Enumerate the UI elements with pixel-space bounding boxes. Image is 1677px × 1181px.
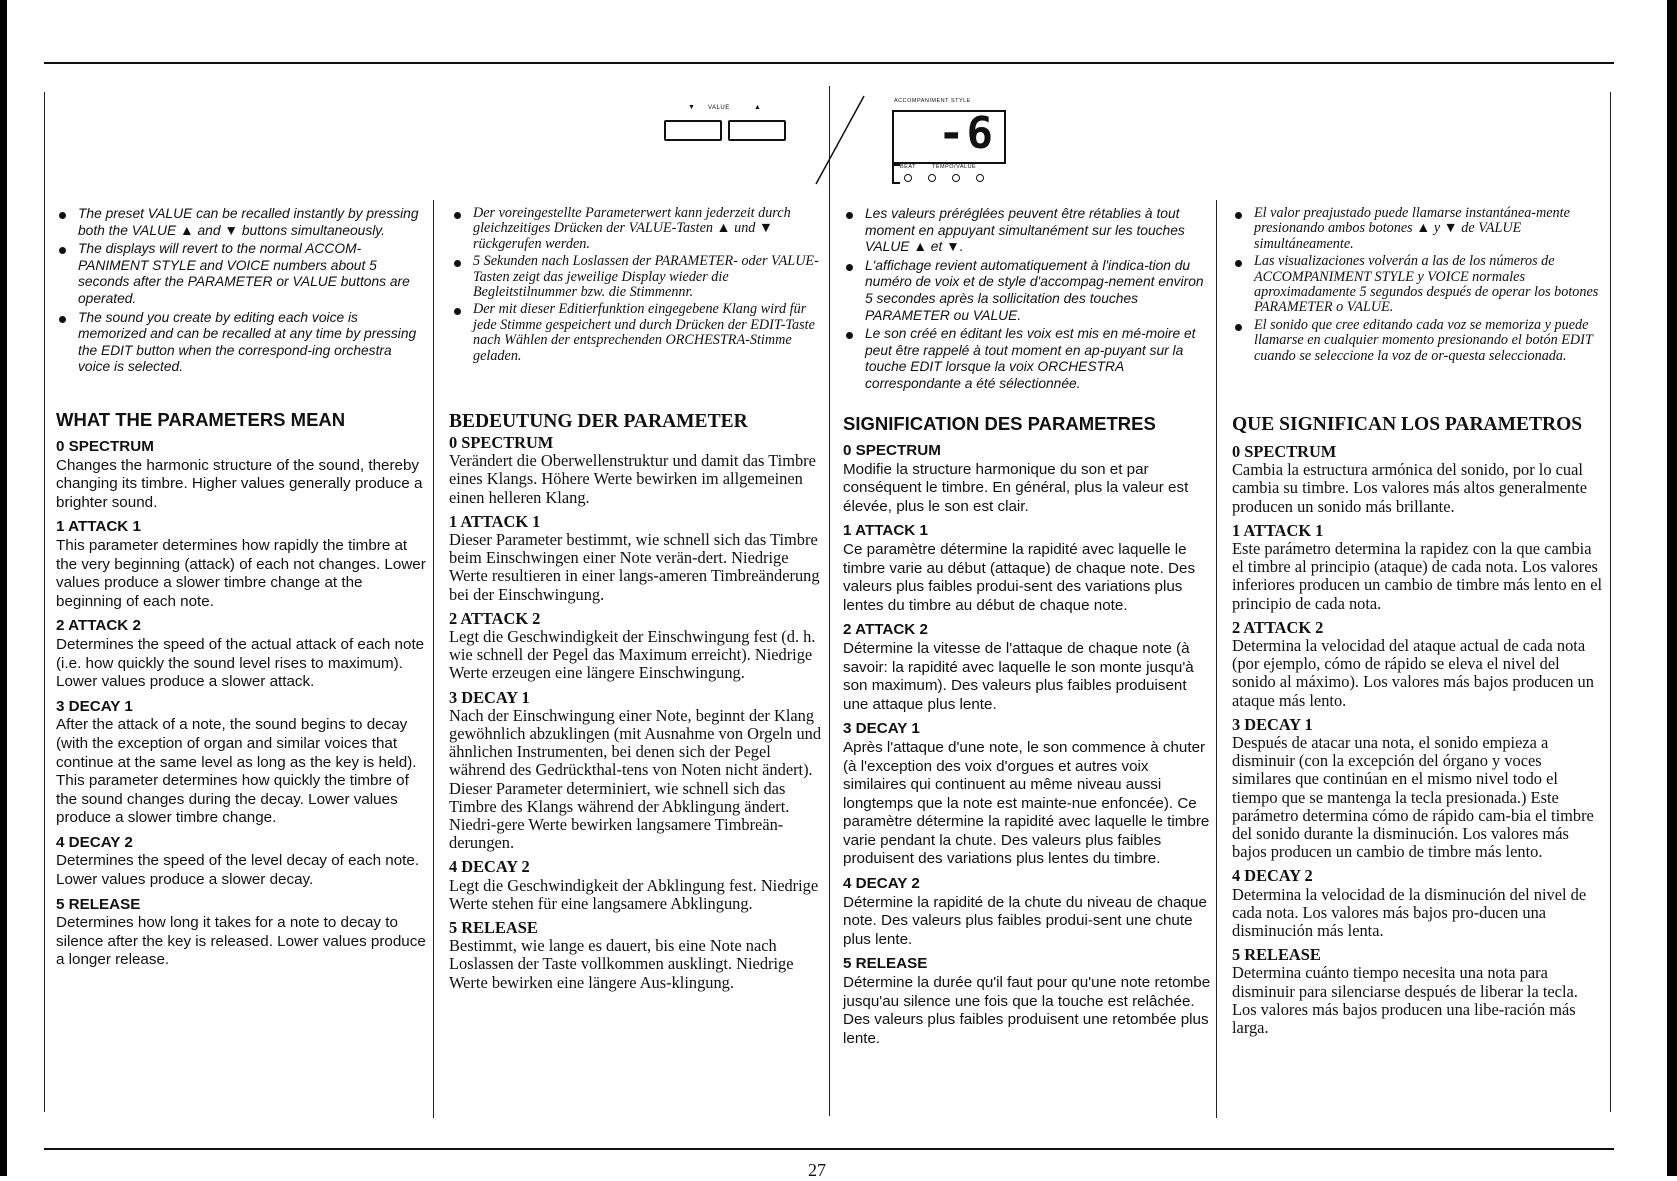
english-notes	[56, 206, 426, 376]
value-down-button	[664, 120, 722, 141]
spanish-column	[1232, 206, 1602, 366]
param-title: 3 DECAY 1	[843, 720, 920, 738]
param-title: 2 ATTACK 2	[449, 608, 541, 628]
param-body: After the attack of a note, the sound begins to decay (with the exception of organ and similar voices that continue at the same level as long as the key is held). This parameter determines how quickly the timbre of the sound changes during the decay. Lower values produce a slower timbre change.	[56, 716, 417, 827]
param-title: 5 RELEASE	[1232, 945, 1321, 965]
param-body: Ce paramètre détermine la rapidité avec laquelle le timbre varie au début (attaque) de chaque note. Des valeurs plus faibles produi-sent des variations plus lentes du timbre au début de chaque note.	[843, 540, 1196, 614]
left-page-edge	[0, 0, 7, 1176]
param-title: 0 SPECTRUM	[843, 442, 941, 459]
param-title: 4 DECAY 2	[56, 833, 133, 851]
param-body: Determina la velocidad del ataque actual de cada nota (por ejemplo, cómo de rápido se eleva el nivel del sonido al máximo). Los valores más bajos producen un ataque más lento.	[1232, 636, 1594, 710]
note-item: Le son créé en éditant les voix est mis en mé-moire et peut être rappelé à tout moment en ap-puyant sur la touche EDIT lorsque la voix ORCHESTRA correspondante a été sélectionnée.	[843, 326, 1209, 392]
param-body: Determines how long it takes for a note to decay to silence after the key is released. Lower values produce a longer release.	[56, 914, 426, 969]
param-title: 4 DECAY 2	[1232, 866, 1313, 886]
german-notes	[451, 206, 823, 364]
section-heading: SIGNIFICATION DES PARAMETRES	[843, 413, 1156, 434]
french-parameters	[843, 412, 1211, 1048]
note-item: Las visualizaciones volverán a las de los números de ACCOMPANIMENT STYLE y VOICE normales aproximadamente 5 segundos después de operar los botones PARAMETER o VALUE.	[1232, 254, 1602, 316]
param-spectrum	[843, 442, 1211, 516]
param-attack-2	[449, 610, 823, 683]
param-attack-2	[56, 617, 428, 691]
param-body: Después de atacar una nota, el sonido empieza a disminuir (con la excepción del órgano y voces similares que continúan en el mismo nivel todo el tiempo que se mantenga la tecla presionada.) Este parámetro determina cómo de rápido cam-bia el timbre del sonido durante la disminución. Los valores más bajos producen un cambio de timbre más lento.	[1232, 733, 1594, 862]
beat-dot	[904, 174, 912, 182]
param-attack-2	[843, 621, 1211, 714]
note-item: L'affichage revient automatiquement à l'indica-tion du numéro de voix et de style d'accompag-nement environ 5 secondes après la sollicitation des touches PARAMETER ou VALUE.	[843, 258, 1209, 324]
page-number: 27	[808, 1160, 826, 1180]
bottom-rule	[44, 1148, 1614, 1150]
note-item: 5 Sekunden nach Loslassen der PARAMETER- oder VALUE-Tasten zeigt das jeweilige Display wieder die Begleitstilnummer bzw. die Stimmennr.	[451, 254, 823, 300]
german-parameters	[449, 410, 823, 992]
column-divider	[44, 92, 45, 1112]
param-body: Nach der Einschwingung einer Note, beginnt der Klang gewöhnlich abzuklingen (mit Ausnahme von Orgeln und ähnlichen Instrumenten, bei denen sich der Pegel während des Gedrückthal-tens von Noten nicht ändert). Dieser Parameter determiniert, wie schnell sich das Timbre des Klangs während der Abklingung ändert. Niedri-gere Werte bewirken langsamere Timbreän-derungen.	[449, 705, 822, 853]
param-decay-2	[56, 834, 428, 890]
english-column	[56, 206, 426, 378]
note-item: Der mit dieser Editierfunktion eingegebene Klang wird für jede Stimme gespeichert und durch Drücken der EDIT-Taste nach Wählen der entsprechenden ORCHESTRA-Stimme geladen.	[451, 302, 823, 364]
param-release	[843, 955, 1211, 1048]
param-body: Bestimmt, wie lange es dauert, bis eine Note nach Loslassen der Taste vollkommen ausklingt. Niedrige Werte bewirken eine längere Aus-klingung.	[449, 936, 794, 992]
param-release	[449, 919, 823, 992]
param-body: Détermine la rapidité de la chute du niveau de chaque note. Des valeurs plus faibles produi-sent une chute plus lente.	[843, 893, 1207, 948]
param-title: 2 ATTACK 2	[843, 621, 928, 639]
section-heading: WHAT THE PARAMETERS MEAN	[56, 409, 346, 430]
section-heading: BEDEUTUNG DER PARAMETER	[449, 411, 748, 432]
spanish-notes	[1232, 206, 1602, 364]
param-body: Détermine la durée qu'il faut pour qu'une note retombe jusqu'au silence une fois que la touche est relâchée. Des valeurs plus faibles produisent une retombée plus lente.	[843, 974, 1211, 1047]
beat-label: BEAT	[900, 164, 916, 170]
param-body: Determines the speed of the actual attack of each note (i.e. how quickly the sound level rises to maximum). Lower values produce a slower attack.	[56, 635, 425, 691]
param-attack-1	[843, 522, 1211, 615]
param-body: Changes the harmonic structure of the sound, thereby changing its timbre. Higher values generally produce a brighter sound.	[56, 456, 423, 511]
column-divider	[1216, 200, 1217, 1118]
right-page-edge	[1667, 0, 1677, 1176]
lcd-value: -6	[938, 108, 995, 159]
beat-dot	[928, 174, 936, 182]
param-body: Legt die Geschwindigkeit der Einschwingung fest (d. h. wie schnell der Pegel das Maximum erreicht). Niedrige Werte erzeugen eine längere Einschwingung.	[449, 627, 816, 683]
note-item: The preset VALUE can be recalled instantly by pressing both the VALUE ▲ and ▼ buttons simultaneously.	[56, 206, 426, 239]
param-spectrum	[449, 434, 823, 507]
param-title: 1 ATTACK 1	[449, 511, 541, 531]
param-decay-2	[449, 858, 823, 913]
param-decay-2	[843, 875, 1211, 949]
beat-bracket	[892, 164, 900, 184]
param-body: Determina cuánto tiempo necesita una nota para disminuir para silenciarse después de liberar la tecla. Los valores más bajos producen una libe-ración más larga.	[1232, 963, 1578, 1038]
beat-dot	[976, 174, 984, 182]
note-item: The sound you create by editing each voice is memorized and can be recalled at any time by pressing the EDIT button when the correspond-ing orchestra voice is selected.	[56, 310, 426, 376]
note-item: Les valeurs préréglées peuvent être rétablies à tout moment en appuyant simultanément sur les touches VALUE ▲ et ▼.	[843, 206, 1209, 256]
param-title: 5 RELEASE	[449, 918, 538, 938]
param-body: Este parámetro determina la rapidez con la que cambia el timbre al principio (ataque) de cada nota. Los valores inferiores producen un cambio de timbre más lento en el principio de cada nota.	[1232, 539, 1603, 613]
param-title: 0 SPECTRUM	[56, 438, 154, 455]
param-attack-1	[1232, 522, 1604, 613]
spanish-parameters	[1232, 413, 1604, 1037]
value-label: VALUE	[708, 105, 730, 111]
param-attack-1	[56, 518, 428, 611]
param-decay-1	[449, 689, 823, 853]
german-column	[451, 206, 823, 366]
accompaniment-style-label: ACCOMPANIMENT STYLE	[894, 98, 971, 104]
param-decay-1	[56, 698, 428, 828]
note-item: Der voreingestellte Parameterwert kann jederzeit durch gleichzeitiges Drücken der VALUE-Tasten ▲ und ▼ rückgerufen werden.	[451, 206, 823, 252]
figure-divider-line	[810, 92, 870, 188]
param-title: 3 DECAY 1	[56, 697, 133, 715]
param-title: 4 DECAY 2	[843, 875, 920, 893]
param-title: 0 SPECTRUM	[449, 433, 554, 452]
param-body: Après l'attaque d'une note, le son commence à chuter (à l'exception des voix d'orgues et autres voix similaires qui continuent au même niveau aussi longtemps que la note est mainte-nue enfoncée). Ce paramètre détermine la rapidité avec laquelle le timbre varie pendant la chute. Des valeurs plus faibles produisent des variations plus lentes du timbre.	[843, 738, 1210, 868]
param-spectrum	[1232, 443, 1604, 516]
column-divider	[433, 200, 434, 1118]
param-title: 3 DECAY 1	[449, 687, 530, 707]
note-item: El sonido que cree editando cada voz se memoriza y puede llamarse en cualquier momento presionando el botón EDIT cuando se seleccione la voz de or-questa seleccionada.	[1232, 318, 1602, 364]
note-item: The displays will revert to the normal ACCOM-PANIMENT STYLE and VOICE numbers about 5 seconds after the PARAMETER or VALUE buttons are operated.	[56, 241, 426, 307]
value-up-arrow: ▲	[754, 104, 762, 111]
param-release	[56, 896, 428, 970]
section-heading: QUE SIGNIFICAN LOS PARAMETROS	[1232, 414, 1583, 435]
value-buttons-figure	[660, 104, 790, 144]
param-release	[1232, 946, 1604, 1037]
param-body: Dieser Parameter bestimmt, wie schnell sich das Timbre beim Einschwingen einer Note verän-dert. Niedrige Werte resultieren in einer langs-ameren Timbreänderung bei der Einschwingung.	[449, 530, 820, 604]
tempo-value-label: TEMPO/VALUE	[932, 164, 977, 170]
param-title: 5 RELEASE	[56, 895, 141, 913]
param-title: 2 ATTACK 2	[56, 617, 141, 635]
param-body: This parameter determines how rapidly the timbre at the very beginning (attack) of each not changes. Lower values produce a slower timbre change at the beginning of each note.	[56, 536, 426, 610]
param-title: 1 ATTACK 1	[56, 518, 141, 536]
column-divider	[829, 86, 830, 1116]
column-divider	[1610, 92, 1611, 1112]
param-body: Legt die Geschwindigkeit der Abklingung fest. Niedrige Werte stehen für eine langsamere Abklingung.	[449, 875, 819, 913]
param-attack-1	[449, 513, 823, 604]
param-body: Verändert die Oberwellenstruktur und damit das Timbre eines Klangs. Höhere Werte bewirken im allgemeinen einen helleren Klang.	[449, 451, 816, 507]
param-title: 4 DECAY 2	[449, 857, 530, 877]
param-body: Determines the speed of the level decay of each note. Lower values produce a slower decay.	[56, 852, 420, 889]
param-decay-1	[843, 720, 1211, 869]
accompaniment-display-figure	[886, 96, 1016, 186]
french-notes	[843, 206, 1209, 393]
value-up-button	[728, 120, 786, 141]
param-attack-2	[1232, 619, 1604, 710]
param-body: Détermine la vitesse de l'attaque de chaque note (à savoir: la rapidité avec laquelle le son monte jusqu'à son maximum). Des valeurs plus faibles produisent une attaque plus lente.	[843, 639, 1194, 713]
param-body: Cambia la estructura armónica del sonido, por lo cual cambia su timbre. Los valores más altos generalmente producen un sonido más brillante.	[1232, 460, 1588, 516]
param-title: 1 ATTACK 1	[1232, 520, 1324, 540]
param-decay-1	[1232, 716, 1604, 862]
param-title: 3 DECAY 1	[1232, 714, 1313, 734]
beat-dot	[952, 174, 960, 182]
value-down-arrow: ▼	[688, 104, 696, 111]
param-spectrum	[56, 438, 428, 512]
param-title: 0 SPECTRUM	[1232, 442, 1337, 461]
english-parameters	[56, 408, 428, 970]
param-decay-2	[1232, 867, 1604, 940]
french-column	[843, 206, 1209, 395]
param-title: 1 ATTACK 1	[843, 522, 928, 540]
note-item: El valor preajustado puede llamarse instantánea-mente presionando ambos botones ▲ y ▼ de VALUE simultáneamente.	[1232, 206, 1602, 252]
param-body: Modifie la structure harmonique du son et par conséquent le timbre. En général, plus la valeur est élevée, plus le son est clair.	[843, 460, 1189, 515]
param-title: 2 ATTACK 2	[1232, 617, 1324, 637]
param-body: Determina la velocidad de la disminución del nivel de cada nota. Los valores más bajos pro-ducen una disminución más lenta.	[1232, 884, 1587, 941]
param-title: 5 RELEASE	[843, 955, 928, 973]
top-rule	[44, 62, 1614, 64]
